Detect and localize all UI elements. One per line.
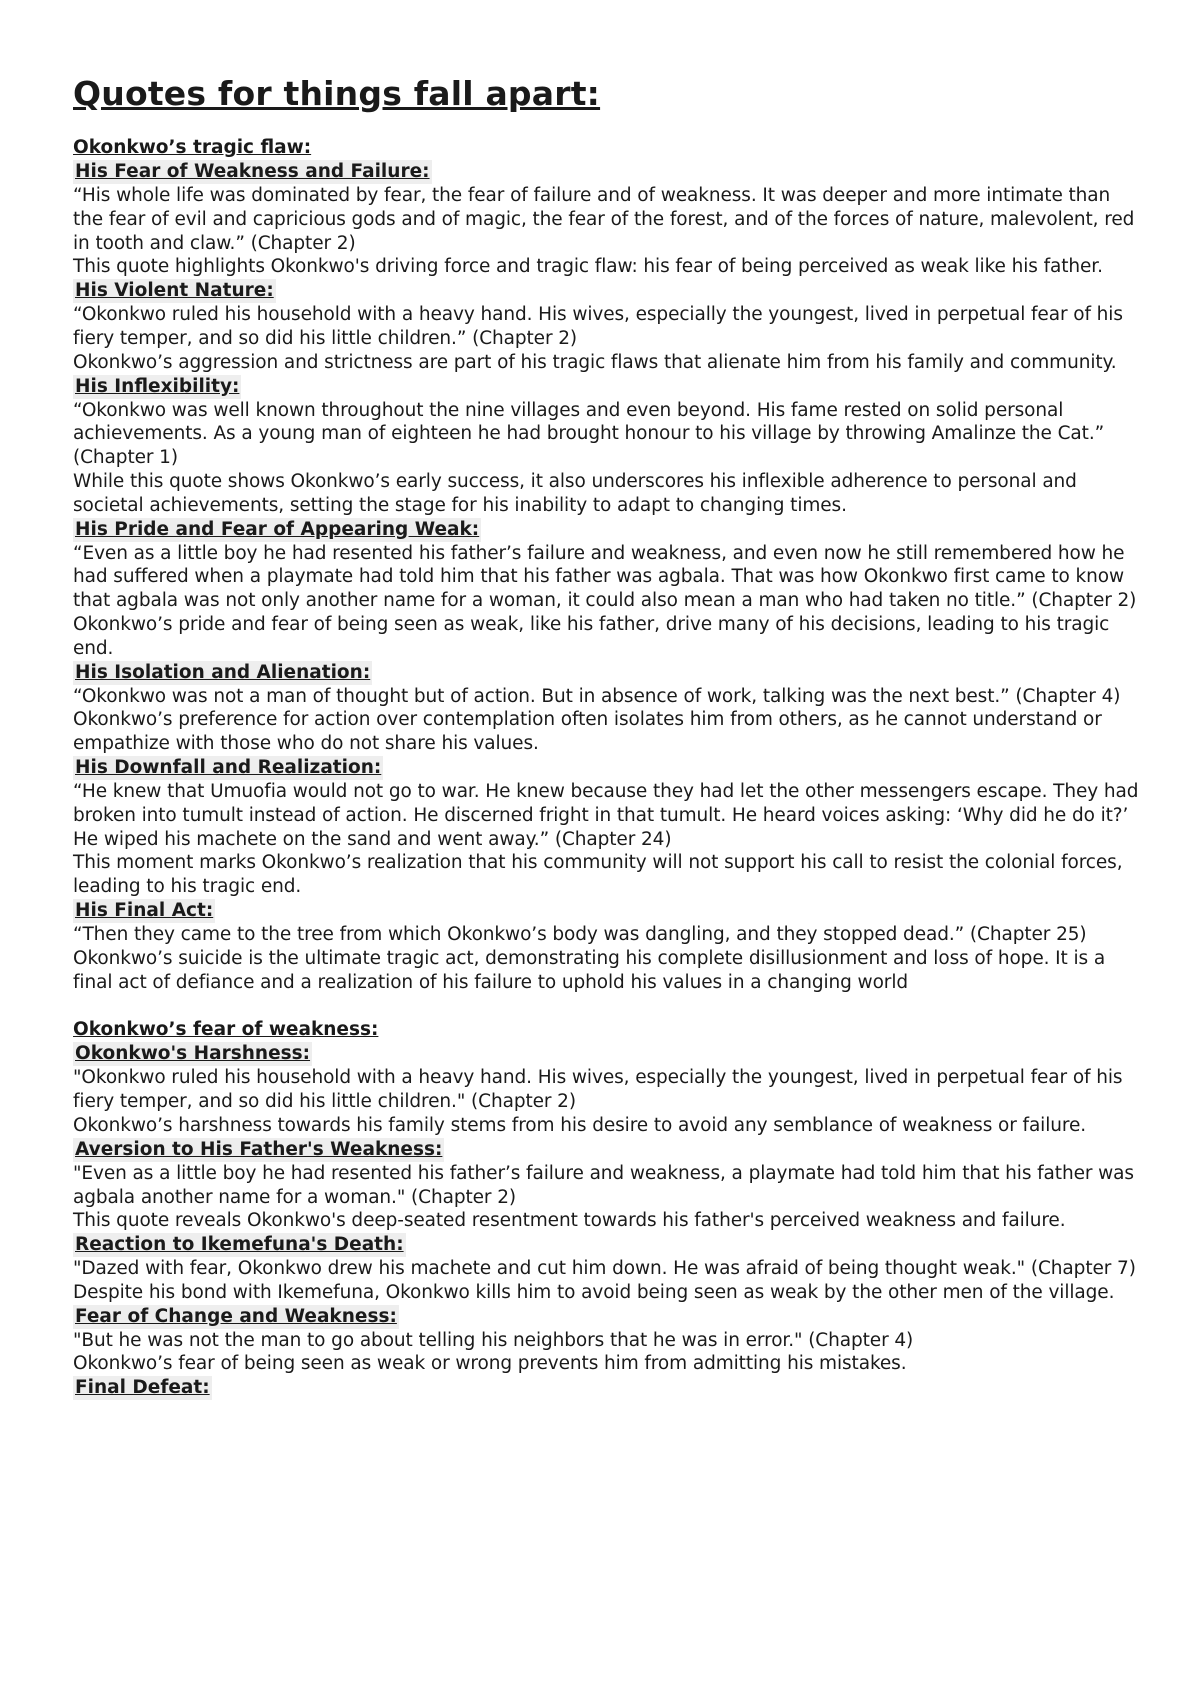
- quote-entry-heading: His Inflexibility:: [75, 375, 240, 397]
- quote-analysis: Okonkwo’s preference for action over contemplation often isolates him from others, as he cannot understand or empathize with those who do not share his values.: [73, 709, 1102, 755]
- quote-analysis: Okonkwo’s fear of being seen as weak or wrong prevents him from admitting his mistakes.: [73, 1353, 907, 1375]
- quote-entry: [73, 756, 1143, 899]
- quote-entry-heading: His Pride and Fear of Appearing Weak:: [75, 518, 480, 540]
- quote-text: "Okonkwo ruled his household with a heavy hand. His wives, especially the youngest, lived in perpetual fear of his fiery temper, and so did his little children." (Chapter 2): [73, 1067, 1123, 1113]
- quote-analysis: Okonkwo’s harshness towards his family stems from his desire to avoid any semblance of weakness or failure.: [73, 1114, 1087, 1136]
- document-title: Quotes for things fall apart:: [73, 74, 601, 113]
- quote-text: “He knew that Umuofia would not go to war. He knew because they had let the other messengers escape. They had broken into tumult instead of action. He discerned fright in that tumult. He heard voices asking: ‘Why did he do it?’ He wiped his machete on the sand and went away.” (Chapter 24): [73, 780, 1139, 850]
- quote-text: “Even as a little boy he had resented his father’s failure and weakness, and even now he still remembered how he had suffered when a playmate had told him that his father was agbala. That was how Okonkwo first came to know that agbala was not only another name for a woman, it could also mean a man who had taken no title.” (Chapter 2): [73, 542, 1137, 612]
- quote-text: “His whole life was dominated by fear, the fear of failure and of weakness. It was deeper and more intimate than the fear of evil and capricious gods and of magic, the fear of the forest, and of the forces of nature, malevolent, red in tooth and claw.” (Chapter 2): [73, 185, 1135, 254]
- quote-analysis: This moment marks Okonkwo’s realization that his community will not support his call to resist the colonial forces, leading to his tragic end.: [73, 852, 1123, 898]
- quote-entry: [73, 518, 1143, 661]
- section: [73, 1018, 1143, 1400]
- quote-entry: [73, 1305, 1143, 1377]
- quote-entry-heading: His Downfall and Realization:: [75, 756, 382, 778]
- quote-text: "Even as a little boy he had resented his father’s failure and weakness, a playmate had told him that his father was agbala another name for a woman." (Chapter 2): [73, 1162, 1134, 1208]
- quote-analysis: Okonkwo’s pride and fear of being seen as weak, like his father, drive many of his decisions, leading to his tragic end.: [73, 613, 1110, 659]
- quote-entry-heading: Okonkwo's Harshness:: [75, 1043, 311, 1065]
- quote-text: “Then they came to the tree from which Okonkwo’s body was dangling, and they stopped dead.” (Chapter 25): [73, 923, 1087, 945]
- quote-text: “Okonkwo ruled his household with a heavy hand. His wives, especially the youngest, lived in perpetual fear of his fiery temper, and so did his little children.” (Chapter 2): [73, 304, 1123, 349]
- quote-entry: [73, 1233, 1143, 1305]
- quote-text: “Okonkwo was not a man of thought but of action. But in absence of work, talking was the next best.” (Chapter 4): [73, 685, 1121, 707]
- quote-analysis: Despite his bond with Ikemefuna, Okonkwo kills him to avoid being seen as weak by the other men of the village.: [73, 1281, 1115, 1303]
- quote-entry: [73, 1042, 1143, 1137]
- quote-analysis: This quote reveals Okonkwo's deep-seated resentment towards his father's perceived weakness and failure.: [73, 1210, 1066, 1232]
- section-heading: Okonkwo’s tragic flaw:: [73, 137, 312, 158]
- quote-entry-heading: Final Defeat:: [75, 1377, 210, 1399]
- quote-entry-heading: His Fear of Weakness and Failure:: [75, 161, 430, 182]
- quote-analysis: This quote highlights Okonkwo's driving force and tragic flaw: his fear of being perceived as weak like his father.: [73, 256, 1103, 278]
- quote-entry: [73, 279, 1143, 374]
- document-page: [73, 72, 1143, 1400]
- quote-analysis: While this quote shows Okonkwo’s early success, it also underscores his inflexible adherence to personal and societal achievements, setting the stage for his inability to adapt to changing times.: [73, 470, 1077, 516]
- quote-entry-heading: His Final Act:: [75, 899, 214, 921]
- section: [73, 136, 1143, 994]
- quote-entry: [73, 375, 1143, 518]
- quote-entry: [73, 661, 1143, 756]
- quote-entry-heading: Fear of Change and Weakness:: [75, 1305, 397, 1327]
- quote-text: “Okonkwo was well known throughout the nine villages and even beyond. His fame rested on solid personal achievements. As a young man of eighteen he had brought honour to his village by throwing Amalinze the Cat.” (Chapter 1): [73, 399, 1105, 469]
- quote-entry-heading: His Isolation and Alienation:: [75, 661, 371, 683]
- quote-entry: [73, 899, 1143, 994]
- quote-analysis: Okonkwo’s suicide is the ultimate tragic act, demonstrating his complete disillusionment and loss of hope. It is a final act of defiance and a realization of his failure to uphold his values in a changing world: [73, 947, 1106, 993]
- document-body: [73, 136, 1143, 1400]
- quote-entry: [73, 1138, 1143, 1233]
- quote-entry: [73, 1376, 1143, 1400]
- quote-text: "But he was not the man to go about telling his neighbors that he was in error." (Chapter 4): [73, 1329, 914, 1351]
- quote-entry-heading: Reaction to Ikemefuna's Death:: [75, 1234, 404, 1256]
- quote-analysis: Okonkwo’s aggression and strictness are part of his tragic flaws that alienate him from his family and community.: [73, 351, 1117, 373]
- quote-entry-heading: Aversion to His Father's Weakness:: [75, 1138, 443, 1160]
- quote-entry: [73, 160, 1143, 279]
- quote-text: "Dazed with fear, Okonkwo drew his machete and cut him down. He was afraid of being thought weak." (Chapter 7): [73, 1258, 1136, 1280]
- quote-entry-heading: His Violent Nature:: [75, 280, 274, 302]
- section-heading: Okonkwo’s fear of weakness:: [73, 1019, 379, 1041]
